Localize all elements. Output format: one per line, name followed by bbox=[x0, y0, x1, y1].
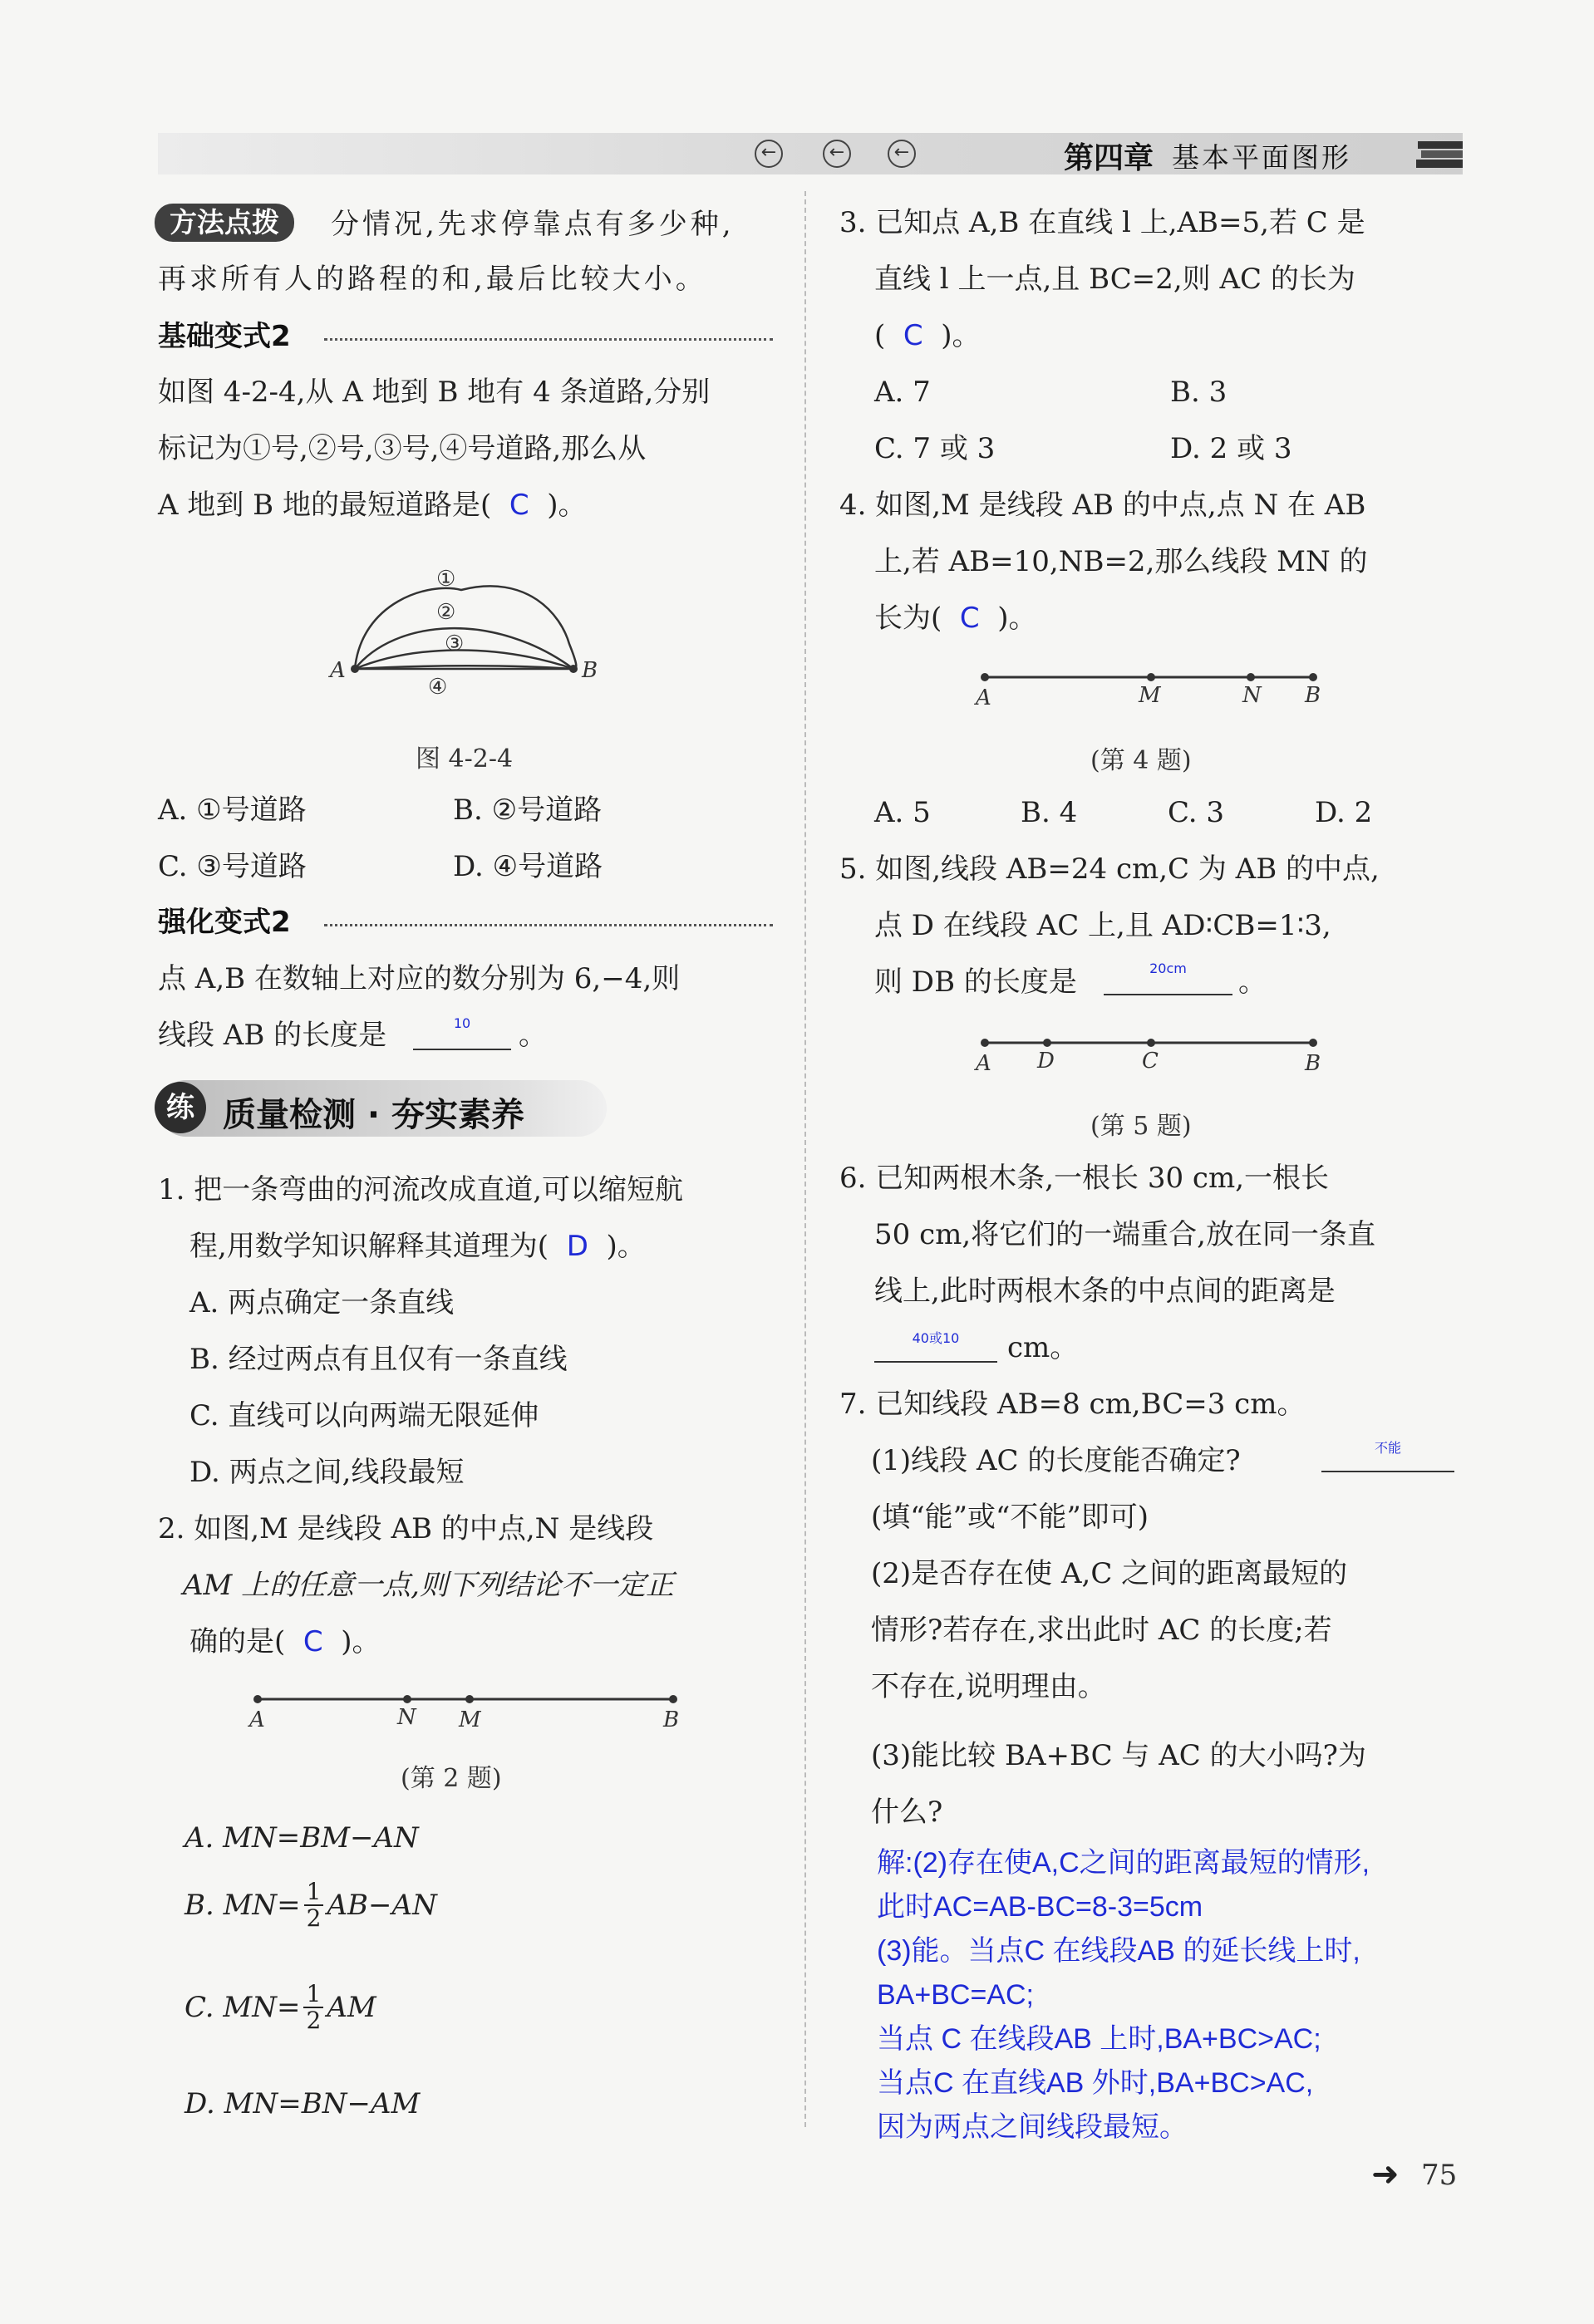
wavy-rule bbox=[324, 328, 773, 341]
q3-line2: 直线 l 上一点,且 BC=2,则 AC 的长为 bbox=[874, 263, 1355, 296]
option-c: C. ③号道路 bbox=[158, 850, 307, 883]
q3-option-d: D. 2 或 3 bbox=[1170, 432, 1292, 465]
q6-answer: 40或10 bbox=[912, 1330, 960, 1346]
road-4-label: ④ bbox=[428, 675, 448, 700]
q7-sub2-line1: (2)是否存在使 A,C 之间的距离最短的 bbox=[871, 1557, 1348, 1590]
q3-answer: C bbox=[903, 319, 923, 352]
q4-option-a: A. 5 bbox=[874, 796, 931, 829]
q2-option-a: A. MN=BM−AN bbox=[184, 1821, 419, 1855]
q4-line2: 上,若 AB=10,NB=2,那么线段 MN 的 bbox=[874, 545, 1368, 578]
fig-label-a: A bbox=[330, 658, 346, 683]
page-number: 75 bbox=[1421, 2159, 1458, 2192]
basic-q-line1: 如图 4-2-4,从 A 地到 B 地有 4 条道路,分别 bbox=[158, 376, 711, 409]
q5-line-figure bbox=[964, 1026, 1330, 1076]
roads-figure bbox=[328, 553, 611, 715]
chapter-title: 基本平面图形 bbox=[1172, 141, 1351, 174]
q4-option-c: C. 3 bbox=[1168, 796, 1225, 829]
q2-caption: (第 2 题) bbox=[401, 1764, 502, 1793]
q4-answer: C bbox=[959, 602, 980, 635]
solution-line: 解:(2)存在使A,C之间的距离最短的情形, bbox=[877, 1847, 1370, 1879]
q2-line2: AM 上的任意一点,则下列结论不一定正 bbox=[183, 1569, 674, 1602]
q7-sub2-line2: 情形?若存在,求出此时 AC 的长度;若 bbox=[871, 1614, 1332, 1647]
q2-answer: C bbox=[303, 1625, 323, 1658]
solution-line: 当点C 在直线AB 外时,BA+BC>AC, bbox=[877, 2067, 1314, 2099]
arrow-right-icon: ➜ bbox=[1371, 2155, 1400, 2194]
solution-line: 此时AC=AB-BC=8-3=5cm bbox=[877, 1891, 1203, 1923]
q7-sub1-answer-blank bbox=[1321, 1437, 1454, 1472]
q7-sub1-answer: 不能 bbox=[1374, 1440, 1401, 1456]
basic-answer: C bbox=[509, 489, 529, 522]
q1-line1: 1. 把一条弯曲的河流改成直道,可以缩短航 bbox=[158, 1173, 684, 1206]
solution-line: BA+BC=AC; bbox=[877, 1979, 1034, 2011]
solution-line: (3)能。当点C 在线段AB 的延长线上时, bbox=[877, 1935, 1360, 1967]
arrow-left-icon: ← bbox=[823, 140, 851, 168]
q1-line2: 程,用数学知识解释其道理为( D )。 bbox=[189, 1230, 646, 1263]
q7-sub1: (1)线段 AC 的长度能否确定? bbox=[871, 1444, 1241, 1477]
q7-line1: 7. 已知线段 AB=8 cm,BC=3 cm。 bbox=[839, 1388, 1306, 1421]
solution-line: 当点 C 在线段AB 上时,BA+BC>AC; bbox=[877, 2023, 1321, 2055]
method-text-2: 再求所有人的路程的和,最后比较大小。 bbox=[158, 263, 707, 296]
q3-option-c: C. 7 或 3 bbox=[874, 432, 996, 465]
q1-option-a: A. 两点确定一条直线 bbox=[189, 1286, 455, 1319]
q5-line1: 5. 如图,线段 AB=24 cm,C 为 AB 的中点, bbox=[839, 852, 1380, 886]
option-a: A. ①号道路 bbox=[158, 794, 307, 827]
q1-option-b: B. 经过两点有且仅有一条直线 bbox=[189, 1343, 568, 1376]
q5-point-d: D bbox=[1037, 1049, 1055, 1074]
q5-caption: (第 5 题) bbox=[1090, 1112, 1192, 1141]
strong-q-line2: 线段 AB 的长度是 bbox=[158, 1019, 387, 1052]
column-divider bbox=[804, 191, 806, 2127]
road-1-label: ① bbox=[436, 567, 456, 592]
arrow-left-icon: ← bbox=[755, 140, 783, 168]
q2-option-d: D. MN=BN−AM bbox=[184, 2087, 421, 2120]
books-icon bbox=[1414, 136, 1468, 171]
chapter-label: 第四章 bbox=[1064, 141, 1154, 175]
q6-answer-blank bbox=[874, 1328, 997, 1363]
q5-line2: 点 D 在线段 AC 上,且 AD∶CB=1∶3, bbox=[874, 909, 1331, 942]
q2-point-a: A bbox=[249, 1707, 265, 1732]
option-d: D. ④号道路 bbox=[453, 850, 603, 883]
road-2-label: ② bbox=[436, 600, 456, 625]
q6-line2: 50 cm,将它们的一端重合,放在同一条直 bbox=[874, 1218, 1375, 1251]
q5-answer: 20cm bbox=[1149, 961, 1187, 976]
road-3-label: ③ bbox=[445, 631, 465, 656]
q4-line3: 长为( C )。 bbox=[874, 602, 1037, 635]
strong-answer: 10 bbox=[453, 1015, 471, 1031]
q2-point-m: M bbox=[459, 1707, 481, 1732]
method-text-1: 分情况,先求停靠点有多少种, bbox=[331, 208, 735, 241]
q2-line-figure bbox=[241, 1683, 690, 1732]
q2-line1: 2. 如图,M 是线段 AB 的中点,N 是线段 bbox=[158, 1512, 654, 1545]
q4-line1: 4. 如图,M 是线段 AB 的中点,点 N 在 AB bbox=[839, 489, 1366, 522]
q3-option-b: B. 3 bbox=[1170, 376, 1227, 409]
basic-q-line3: A 地到 B 地的最短道路是( C )。 bbox=[158, 489, 587, 522]
q4-line-figure bbox=[964, 661, 1330, 710]
q2-point-b: B bbox=[663, 1707, 680, 1732]
section-icon: 练 bbox=[155, 1082, 206, 1133]
wavy-rule bbox=[324, 914, 773, 926]
q5-answer-blank bbox=[1104, 961, 1232, 995]
strong-heading: 强化变式2 bbox=[158, 906, 291, 939]
q4-point-n: N bbox=[1242, 683, 1262, 708]
q5-point-b: B bbox=[1305, 1051, 1321, 1076]
q1-option-c: C. 直线可以向两端无限延伸 bbox=[189, 1399, 539, 1432]
q4-point-m: M bbox=[1139, 683, 1161, 708]
strong-q-line1: 点 A,B 在数轴上对应的数分别为 6,−4,则 bbox=[158, 962, 681, 995]
strong-answer-blank bbox=[413, 1015, 511, 1050]
q2-line3: 确的是( C )。 bbox=[189, 1625, 381, 1658]
section-title: 质量检测 · 夯实素养 bbox=[223, 1096, 525, 1134]
q4-point-a: A bbox=[976, 685, 991, 710]
q6-line1: 6. 已知两根木条,一根长 30 cm,一根长 bbox=[839, 1162, 1330, 1195]
q1-option-d: D. 两点之间,线段最短 bbox=[189, 1456, 465, 1489]
q4-option-b: B. 4 bbox=[1021, 796, 1078, 829]
q4-caption: (第 4 题) bbox=[1090, 746, 1192, 775]
q7-sub3-line1: (3)能比较 BA+BC 与 AC 的大小吗?为 bbox=[871, 1739, 1366, 1772]
option-b: B. ②号道路 bbox=[453, 794, 603, 827]
q2-option-b: B. MN= $\frac{1}{2}$ AB−AN bbox=[184, 1878, 437, 1932]
q7-sub3-line2: 什么? bbox=[871, 1796, 943, 1829]
q2-option-c: C. MN= $\frac{1}{2}$ AM bbox=[184, 1980, 376, 2034]
solution-line: 因为两点之间线段最短。 bbox=[877, 2111, 1188, 2143]
q7-sub2-line3: 不存在,说明理由。 bbox=[871, 1670, 1106, 1703]
arrow-left-icon: ← bbox=[888, 140, 916, 168]
q6-line3: 线上,此时两根木条的中点间的距离是 bbox=[874, 1275, 1336, 1308]
q5-line3: 则 DB 的长度是 bbox=[874, 965, 1077, 999]
q7-sub1-note: (填“能”或“不能”即可) bbox=[871, 1501, 1149, 1534]
figure-caption: 图 4-2-4 bbox=[416, 744, 514, 774]
fig-label-b: B bbox=[582, 658, 598, 683]
q5-point-a: A bbox=[976, 1051, 991, 1076]
q2-point-n: N bbox=[397, 1705, 416, 1730]
q5-point-c: C bbox=[1142, 1049, 1159, 1074]
method-badge: 方法点拨 bbox=[155, 204, 294, 242]
q4-option-d: D. 2 bbox=[1315, 796, 1373, 829]
basic-q-line2: 标记为①号,②号,③号,④号道路,那么从 bbox=[158, 432, 647, 465]
q1-answer: D bbox=[566, 1230, 588, 1263]
q3-option-a: A. 7 bbox=[874, 376, 931, 409]
q3-line3: ( C )。 bbox=[874, 319, 981, 352]
q3-line1: 3. 已知点 A,B 在直线 l 上,AB=5,若 C 是 bbox=[839, 206, 1365, 239]
q4-point-b: B bbox=[1305, 683, 1321, 708]
basic-heading: 基础变式2 bbox=[158, 320, 291, 353]
